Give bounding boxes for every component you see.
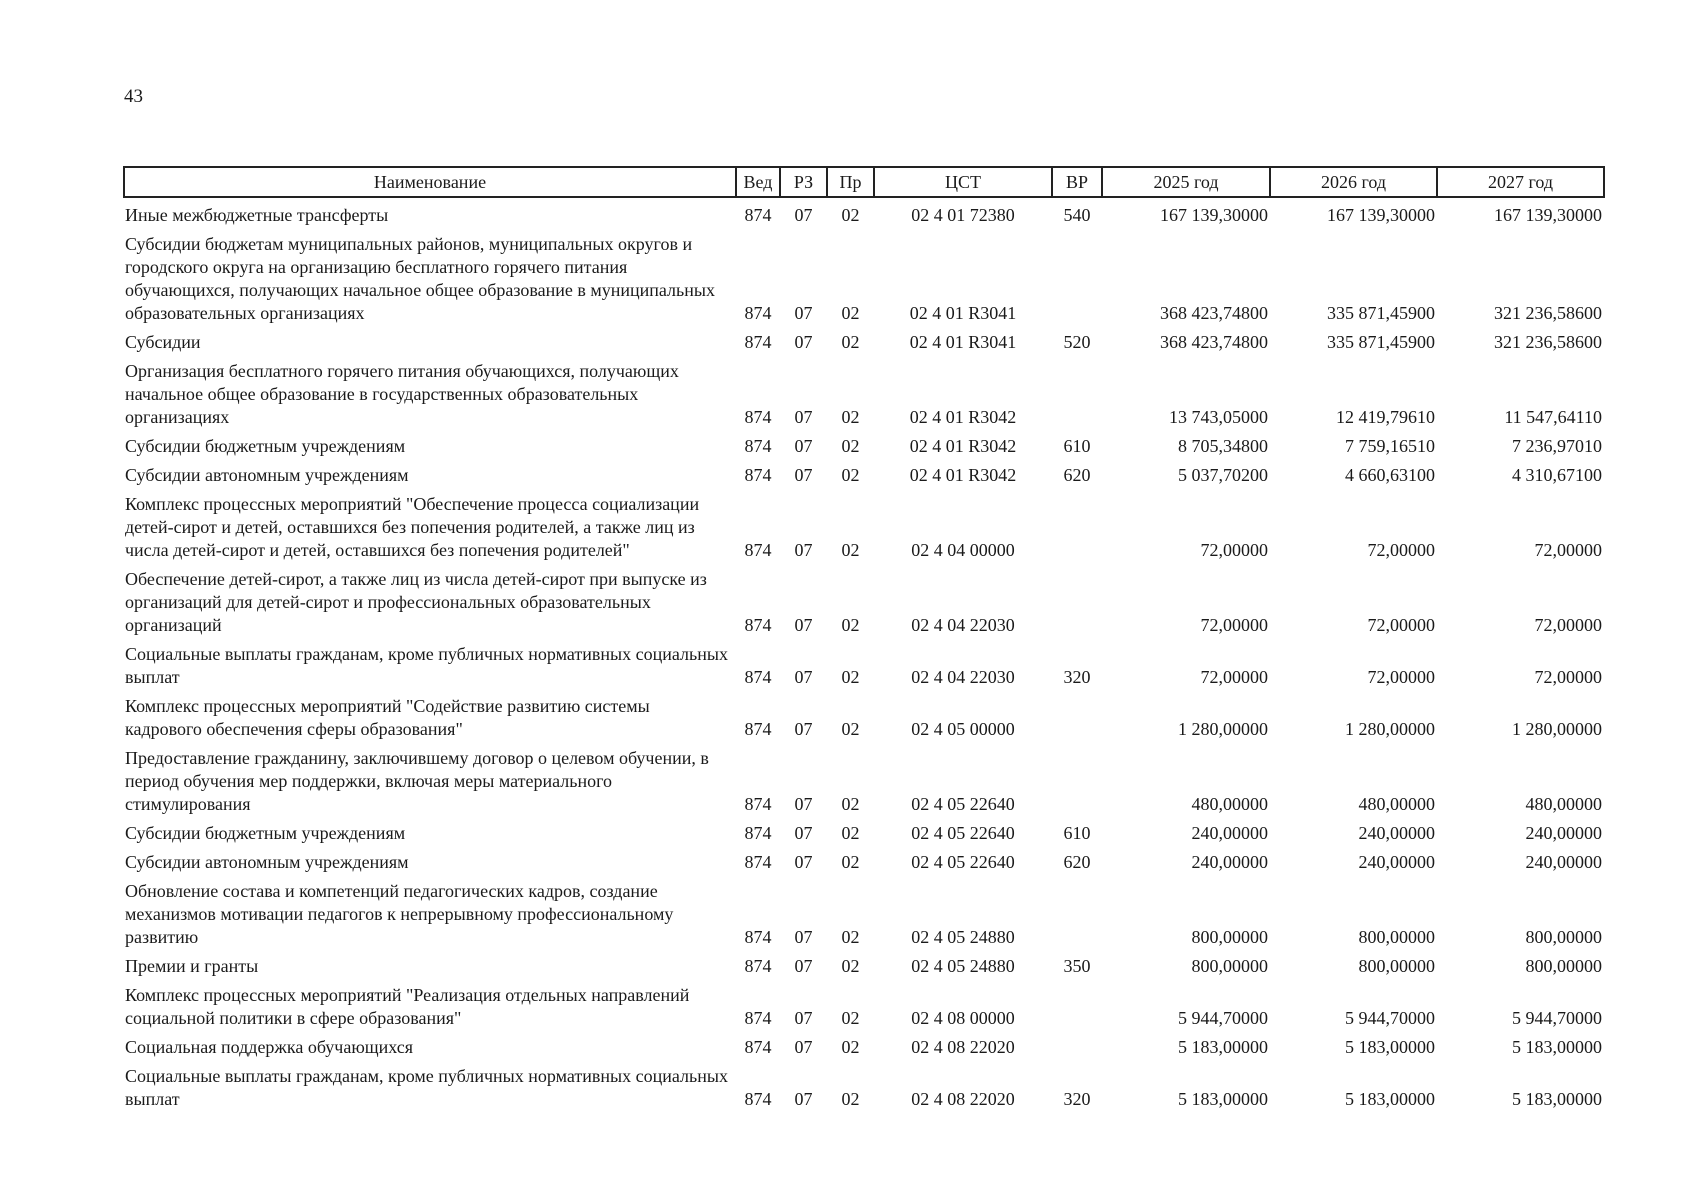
cell-y2027: 167 139,30000 (1494, 205, 1602, 225)
header-vr: ВР (1052, 167, 1102, 197)
cell-y2025: 368 423,74800 (1160, 332, 1268, 352)
cell-pr: 02 (841, 667, 860, 687)
cell-ved: 874 (744, 1089, 772, 1109)
cell-name: Социальная поддержка обучающихся (125, 1037, 414, 1057)
cell-vr (1052, 491, 1102, 566)
cell-cst: 02 4 05 24880 (911, 927, 1015, 947)
cell-vr: 610 (1063, 823, 1091, 843)
table-row (124, 982, 1604, 1034)
cell-cst: 02 4 08 22020 (911, 1089, 1015, 1109)
cell-y2025: 72,00000 (1200, 667, 1268, 687)
cell-y2025: 480,00000 (1191, 794, 1268, 814)
cell-y2027: 72,00000 (1534, 667, 1602, 687)
cell-cst: 02 4 05 22640 (911, 794, 1015, 814)
cell-ved: 874 (744, 1008, 772, 1028)
cell-name: Комплекс процессных мероприятий "Реализация отдельных направлений социальной политики в сфере образования" (125, 985, 690, 1028)
cell-rz: 07 (794, 719, 813, 739)
cell-y2027: 800,00000 (1525, 956, 1602, 976)
table-row (124, 745, 1604, 820)
cell-y2027: 72,00000 (1534, 615, 1602, 635)
cell-vr (1052, 693, 1102, 745)
cell-pr: 02 (841, 465, 860, 485)
cell-ved: 874 (744, 823, 772, 843)
cell-rz: 07 (794, 436, 813, 456)
cell-y2027: 321 236,58600 (1494, 303, 1602, 323)
cell-ved: 874 (744, 615, 772, 635)
cell-ved: 874 (744, 407, 772, 427)
cell-vr: 620 (1063, 465, 1091, 485)
cell-pr: 02 (841, 332, 860, 352)
cell-rz: 07 (794, 1089, 813, 1109)
cell-y2027: 240,00000 (1525, 823, 1602, 843)
cell-vr: 610 (1063, 436, 1091, 456)
cell-vr: 320 (1063, 1089, 1091, 1109)
cell-ved: 874 (744, 465, 772, 485)
cell-y2026: 240,00000 (1358, 823, 1435, 843)
cell-ved: 874 (744, 303, 772, 323)
cell-y2026: 240,00000 (1358, 852, 1435, 872)
cell-vr: 540 (1063, 205, 1091, 225)
cell-rz: 07 (794, 615, 813, 635)
cell-vr: 520 (1063, 332, 1091, 352)
table-header-row (124, 167, 1604, 197)
cell-y2025: 8 705,34800 (1178, 436, 1268, 456)
cell-name: Субсидии бюджетам муниципальных районов, муниципальных округов и городского округа на организацию бесплатного горячего питания обучающихся, получающих начальное общее образование в муниципальных образовательных организациях (125, 234, 715, 323)
cell-rz: 07 (794, 303, 813, 323)
cell-cst: 02 4 01 R3042 (909, 436, 1017, 456)
cell-y2027: 72,00000 (1534, 540, 1602, 560)
cell-y2025: 5 037,70200 (1178, 465, 1268, 485)
table-row (124, 433, 1604, 462)
header-ved: Вед (736, 167, 780, 197)
cell-rz: 07 (794, 465, 813, 485)
cell-rz: 07 (794, 794, 813, 814)
cell-pr: 02 (841, 615, 860, 635)
cell-y2026: 480,00000 (1358, 794, 1435, 814)
cell-ved: 874 (744, 927, 772, 947)
cell-vr (1052, 745, 1102, 820)
cell-y2025: 5 944,70000 (1178, 1008, 1268, 1028)
header-2027: 2027 год (1437, 167, 1604, 197)
header-pr: Пр (827, 167, 874, 197)
table-row (124, 358, 1604, 433)
cell-name: Субсидии бюджетным учреждениям (125, 436, 406, 456)
cell-rz: 07 (794, 1008, 813, 1028)
cell-rz: 07 (794, 852, 813, 872)
header-2026: 2026 год (1270, 167, 1437, 197)
table-row (124, 953, 1604, 982)
budget-table (123, 166, 1605, 1115)
cell-vr (1052, 358, 1102, 433)
cell-vr: 350 (1063, 956, 1091, 976)
cell-y2026: 72,00000 (1367, 540, 1435, 560)
cell-y2027: 5 183,00000 (1512, 1089, 1602, 1109)
table-row (124, 820, 1604, 849)
cell-cst: 02 4 05 24880 (911, 956, 1015, 976)
table-row (124, 849, 1604, 878)
table-row (124, 566, 1604, 641)
cell-y2025: 167 139,30000 (1160, 205, 1268, 225)
cell-rz: 07 (794, 927, 813, 947)
cell-y2026: 4 660,63100 (1345, 465, 1435, 485)
cell-y2026: 335 871,45900 (1327, 332, 1435, 352)
cell-vr (1052, 982, 1102, 1034)
cell-y2026: 72,00000 (1367, 615, 1435, 635)
cell-vr (1052, 878, 1102, 953)
cell-name: Обновление состава и компетенций педагогических кадров, создание механизмов мотивации педагогов к непрерывному профессиональному развитию (125, 881, 674, 947)
table-row (124, 641, 1604, 693)
cell-ved: 874 (744, 332, 772, 352)
cell-y2027: 4 310,67100 (1512, 465, 1602, 485)
cell-name: Социальные выплаты гражданам, кроме публичных нормативных социальных выплат (125, 1066, 728, 1109)
cell-pr: 02 (841, 205, 860, 225)
cell-y2026: 7 759,16510 (1345, 436, 1435, 456)
cell-y2025: 800,00000 (1191, 956, 1268, 976)
cell-y2026: 5 183,00000 (1345, 1037, 1435, 1057)
cell-y2025: 240,00000 (1191, 852, 1268, 872)
cell-vr: 620 (1063, 852, 1091, 872)
cell-pr: 02 (841, 927, 860, 947)
cell-cst: 02 4 01 R3041 (909, 303, 1017, 323)
cell-name: Организация бесплатного горячего питания обучающихся, получающих начальное общее образование в государственных образовательных организациях (125, 361, 679, 427)
cell-rz: 07 (794, 407, 813, 427)
table-row (124, 1063, 1604, 1115)
cell-pr: 02 (841, 1089, 860, 1109)
cell-vr (1052, 1034, 1102, 1063)
cell-rz: 07 (794, 823, 813, 843)
cell-name: Комплекс процессных мероприятий "Содействие развитию системы кадрового обеспечения сферы образования" (125, 696, 650, 739)
cell-pr: 02 (841, 407, 860, 427)
cell-y2027: 11 547,64110 (1504, 407, 1602, 427)
table-row (124, 202, 1604, 231)
cell-ved: 874 (744, 794, 772, 814)
cell-pr: 02 (841, 823, 860, 843)
cell-cst: 02 4 01 72380 (911, 205, 1015, 225)
cell-cst: 02 4 05 00000 (911, 719, 1015, 739)
cell-ved: 874 (744, 205, 772, 225)
cell-name: Субсидии (125, 332, 201, 352)
cell-vr (1052, 231, 1102, 329)
cell-rz: 07 (794, 205, 813, 225)
cell-y2025: 1 280,00000 (1178, 719, 1268, 739)
cell-vr: 320 (1063, 667, 1091, 687)
cell-ved: 874 (744, 436, 772, 456)
cell-cst: 02 4 01 R3042 (909, 407, 1017, 427)
cell-cst: 02 4 04 00000 (911, 540, 1015, 560)
page-number: 43 (124, 86, 143, 107)
cell-vr (1052, 566, 1102, 641)
cell-y2025: 5 183,00000 (1178, 1037, 1268, 1057)
cell-cst: 02 4 05 22640 (911, 852, 1015, 872)
cell-name: Предоставление гражданину, заключившему договор о целевом обучении, в период обучения мер поддержки, включая меры материального стимулирования (125, 748, 709, 814)
table-row (124, 462, 1604, 491)
cell-ved: 874 (744, 852, 772, 872)
cell-pr: 02 (841, 956, 860, 976)
cell-y2027: 800,00000 (1525, 927, 1602, 947)
cell-y2027: 480,00000 (1525, 794, 1602, 814)
cell-cst: 02 4 04 22030 (911, 615, 1015, 635)
cell-name: Иные межбюджетные трансферты (125, 205, 389, 225)
cell-y2026: 5 183,00000 (1345, 1089, 1435, 1109)
cell-y2027: 240,00000 (1525, 852, 1602, 872)
cell-name: Субсидии бюджетным учреждениям (125, 823, 406, 843)
cell-y2027: 7 236,97010 (1512, 436, 1602, 456)
cell-name: Обеспечение детей-сирот, а также лиц из числа детей-сирот при выпуске из организаций для детей-сирот и профессиональных образовательных организаций (125, 569, 707, 635)
table-row (124, 491, 1604, 566)
cell-cst: 02 4 01 R3041 (909, 332, 1017, 352)
cell-ved: 874 (744, 540, 772, 560)
table-row (124, 693, 1604, 745)
cell-pr: 02 (841, 719, 860, 739)
header-2025: 2025 год (1102, 167, 1270, 197)
cell-y2025: 13 743,05000 (1169, 407, 1268, 427)
table-body (124, 197, 1604, 1115)
cell-pr: 02 (841, 1037, 860, 1057)
cell-y2025: 368 423,74800 (1160, 303, 1268, 323)
cell-y2025: 800,00000 (1191, 927, 1268, 947)
cell-ved: 874 (744, 719, 772, 739)
cell-rz: 07 (794, 1037, 813, 1057)
cell-cst: 02 4 08 00000 (911, 1008, 1015, 1028)
header-rz: РЗ (780, 167, 827, 197)
cell-pr: 02 (841, 303, 860, 323)
cell-cst: 02 4 01 R3042 (909, 465, 1017, 485)
cell-ved: 874 (744, 1037, 772, 1057)
header-cst: ЦСТ (874, 167, 1052, 197)
table-row (124, 878, 1604, 953)
cell-cst: 02 4 05 22640 (911, 823, 1015, 843)
cell-cst: 02 4 08 22020 (911, 1037, 1015, 1057)
cell-y2025: 240,00000 (1191, 823, 1268, 843)
cell-y2026: 12 419,79610 (1336, 407, 1435, 427)
cell-y2027: 5 944,70000 (1512, 1008, 1602, 1028)
cell-cst: 02 4 04 22030 (911, 667, 1015, 687)
cell-y2025: 5 183,00000 (1178, 1089, 1268, 1109)
cell-pr: 02 (841, 436, 860, 456)
cell-name: Социальные выплаты гражданам, кроме публичных нормативных социальных выплат (125, 644, 728, 687)
cell-rz: 07 (794, 667, 813, 687)
cell-rz: 07 (794, 956, 813, 976)
cell-name: Комплекс процессных мероприятий "Обеспечение процесса социализации детей-сирот и детей, оставшихся без попечения родителей, а также лиц из числа детей-сирот и детей, оставшихся без попечения родителей" (125, 494, 700, 560)
cell-y2025: 72,00000 (1200, 540, 1268, 560)
cell-y2025: 72,00000 (1200, 615, 1268, 635)
cell-y2026: 167 139,30000 (1327, 205, 1435, 225)
cell-y2026: 72,00000 (1367, 667, 1435, 687)
table-row (124, 231, 1604, 329)
cell-y2026: 5 944,70000 (1345, 1008, 1435, 1028)
cell-pr: 02 (841, 1008, 860, 1028)
cell-ved: 874 (744, 667, 772, 687)
cell-name: Премии и гранты (125, 956, 259, 976)
cell-rz: 07 (794, 332, 813, 352)
cell-pr: 02 (841, 794, 860, 814)
table-row (124, 329, 1604, 358)
cell-ved: 874 (744, 956, 772, 976)
cell-pr: 02 (841, 852, 860, 872)
cell-y2026: 800,00000 (1358, 927, 1435, 947)
cell-pr: 02 (841, 540, 860, 560)
cell-y2027: 1 280,00000 (1512, 719, 1602, 739)
cell-y2026: 800,00000 (1358, 956, 1435, 976)
cell-y2027: 5 183,00000 (1512, 1037, 1602, 1057)
cell-y2026: 335 871,45900 (1327, 303, 1435, 323)
cell-name: Субсидии автономным учреждениям (125, 852, 409, 872)
cell-rz: 07 (794, 540, 813, 560)
table-row (124, 1034, 1604, 1063)
cell-y2027: 321 236,58600 (1494, 332, 1602, 352)
cell-name: Субсидии автономным учреждениям (125, 465, 409, 485)
header-name: Наименование (124, 167, 736, 197)
cell-y2026: 1 280,00000 (1345, 719, 1435, 739)
